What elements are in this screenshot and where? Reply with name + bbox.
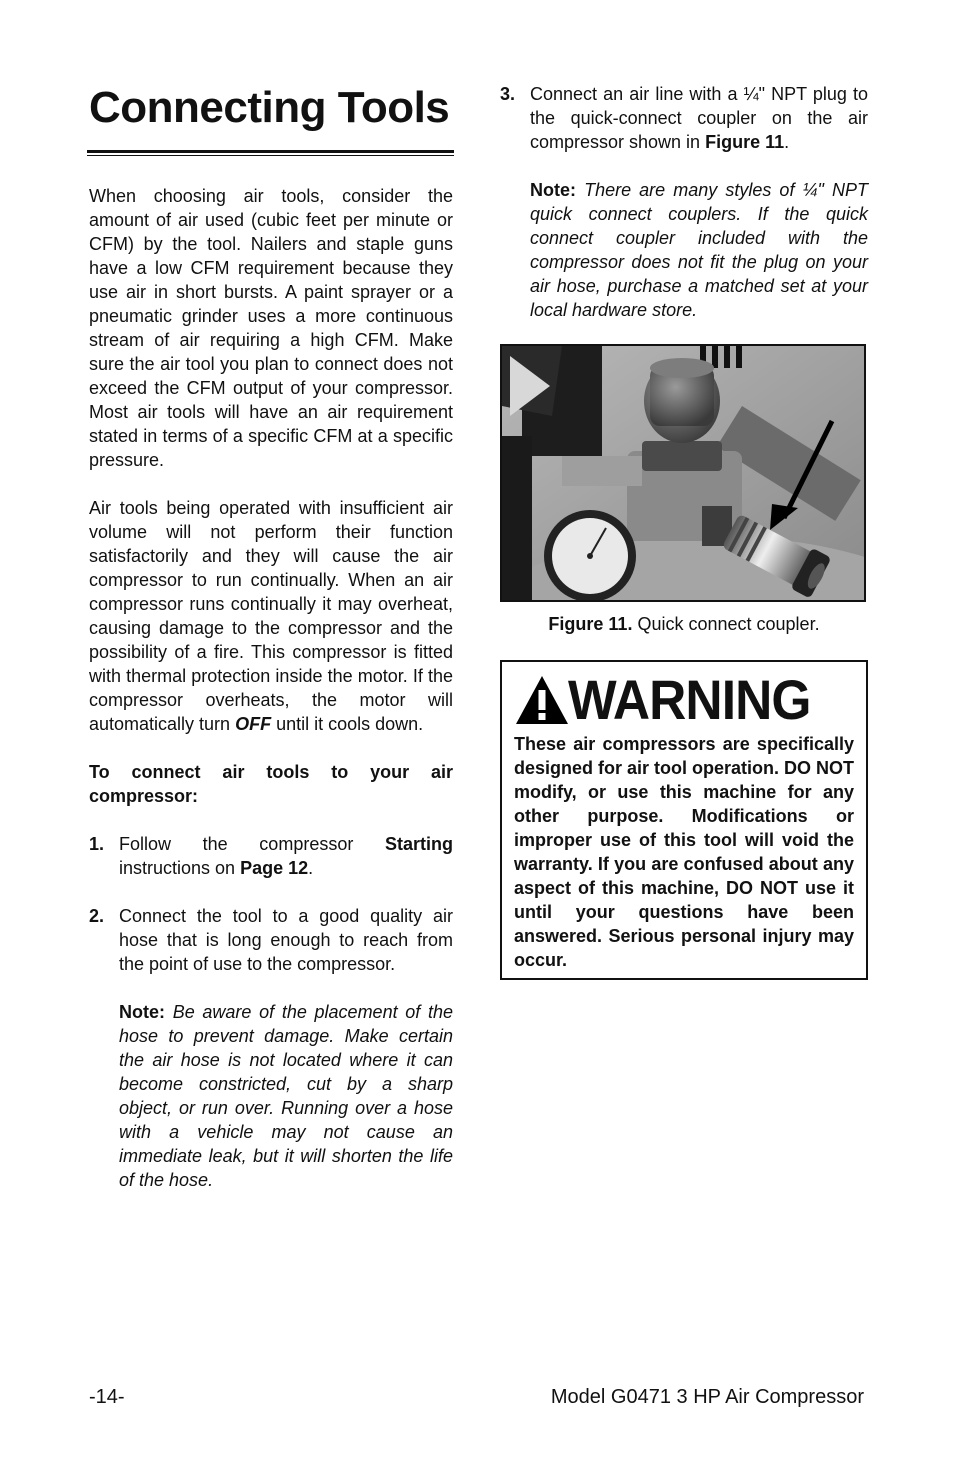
step-number: 1.	[89, 834, 105, 854]
figure-11-photo	[500, 344, 866, 602]
coupler-photo-illustration	[502, 346, 864, 600]
figure-reference: Figure 11	[705, 132, 785, 152]
intro-paragraph: When choosing air tools, consider the amount of air used (cubic feet per minute or CFM) by the tool. Nailers and staple guns have a low CFM requirement because they use air in short bursts. A paint sprayer or a pneumatic grinder uses a more continuous stream of air requiring a high CFM. Make sure the air tool you plan to connect does not exceed the CFM output of your compressor. Most air tools will have an air requirement stated in terms of a specific CFM at a specific pressure.	[89, 186, 453, 470]
page-number: -14-	[89, 1386, 125, 1408]
procedure-heading: To connect air tools to your air compressor:	[89, 762, 453, 806]
step-2-note: Note: Be aware of the placement of the hose to prevent damage. Make certain the air hose is not located where it can become constricted, cut by a sharp object, or run over. Running over a hose with a vehicle may not cause an immediate leak, but it will shorten the life of the hose.	[119, 1002, 453, 1190]
step-1	[89, 832, 453, 880]
title-rule	[87, 150, 454, 153]
step-text: Connect an air line with a ¼" NPT plug to the quick-connect coupler on the air compressor shown in Figure 11.	[530, 84, 868, 152]
left-column	[89, 80, 453, 1192]
page-title: Connecting Tools	[89, 83, 450, 132]
step-2	[89, 904, 453, 976]
warning-triangle-icon	[514, 674, 570, 726]
step-text: Connect the tool to a good quality air hose that is long enough to reach from the point of use to the compressor.	[119, 906, 453, 974]
title-rule-thin	[87, 155, 454, 156]
right-column	[500, 82, 868, 980]
step-3-note: Note: There are many styles of ¼" NPT quick connect couplers. If the quick connect coupler included with the compressor does not fit the plug on your air hose, purchase a matched set at your local hardware store.	[530, 180, 868, 320]
model-footer: Model G0471 3 HP Air Compressor	[550, 1386, 864, 1408]
second-paragraph: Air tools being operated with insufficient air volume will not perform their function satisfactorily and they will cause the air compressor to run continually. When an air compressor runs continually it may overheat, causing damage to the compressor and the possibility of a fire. This compressor is fitted with thermal protection inside the motor. If the compressor overheats, the motor will automatically turn OFF until it cools down.	[89, 498, 453, 734]
warning-title: WARNING	[568, 668, 811, 731]
step-number: 3.	[500, 84, 516, 104]
warning-header	[514, 670, 854, 730]
figure-caption: Figure 11. Quick connect coupler.	[548, 614, 820, 634]
page-reference: Page 12	[240, 858, 309, 878]
warning-text: These air compressors are specifically designed for air tool operation. DO NOT modify, or use this machine for any other purpose. Modifications or improper use of this tool will void the warranty. If you are confused about any aspect of this machine, DO NOT use it until your questions have been answered. Serious personal injury may occur.	[514, 734, 855, 970]
warning-box	[500, 660, 868, 980]
step-text: Follow the compressor Starting instructions on Page 12.	[119, 834, 453, 878]
off-emphasis: OFF	[235, 714, 272, 734]
step-3	[500, 82, 868, 154]
step-number: 2.	[89, 906, 105, 926]
